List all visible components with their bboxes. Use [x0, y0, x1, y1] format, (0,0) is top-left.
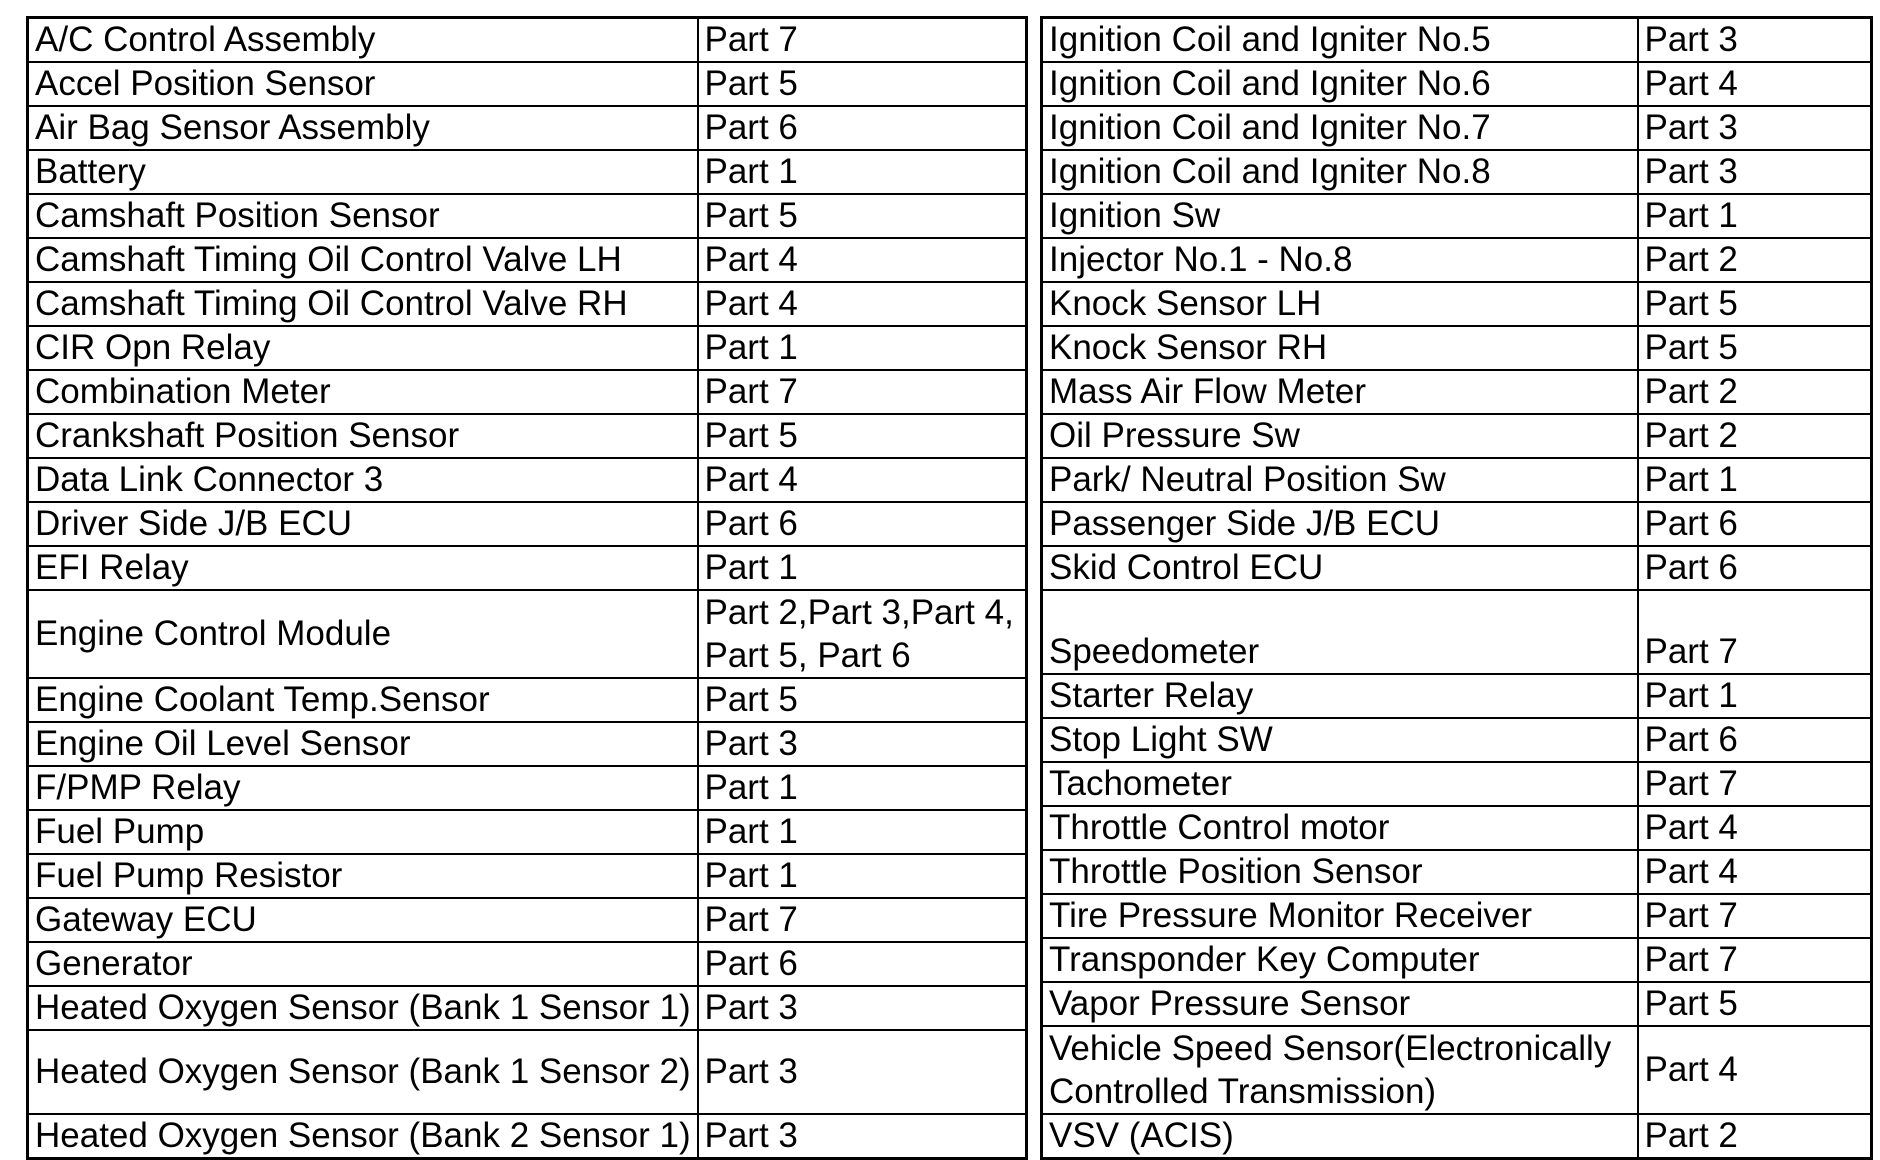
- table-row: [1042, 282, 1872, 326]
- part-cell: Part 6: [1638, 502, 1872, 546]
- component-cell: Ignition Coil and Igniter No.5: [1042, 18, 1638, 63]
- component-cell: Camshaft Timing Oil Control Valve LH: [28, 238, 698, 282]
- component-cell: Accel Position Sensor: [28, 62, 698, 106]
- part-cell: Part 2: [1638, 1114, 1872, 1159]
- table-row: [28, 370, 1027, 414]
- part-cell: Part 6: [698, 502, 1027, 546]
- component-cell: Heated Oxygen Sensor (Bank 1 Sensor 1): [28, 986, 698, 1030]
- table-row: [28, 942, 1027, 986]
- component-cell: Mass Air Flow Meter: [1042, 370, 1638, 414]
- component-part-table-left: [26, 16, 1028, 1160]
- component-cell: Oil Pressure Sw: [1042, 414, 1638, 458]
- table-row: [28, 282, 1027, 326]
- component-cell: Knock Sensor RH: [1042, 326, 1638, 370]
- part-cell: Part 6: [698, 942, 1027, 986]
- part-cell: Part 7: [698, 898, 1027, 942]
- part-cell: Part 5: [698, 62, 1027, 106]
- part-cell: Part 2: [1638, 238, 1872, 282]
- component-cell: Injector No.1 - No.8: [1042, 238, 1638, 282]
- table-row: [28, 678, 1027, 722]
- part-cell: Part 3: [1638, 18, 1872, 63]
- component-cell: VSV (ACIS): [1042, 1114, 1638, 1159]
- component-cell: Fuel Pump: [28, 810, 698, 854]
- component-cell: Tire Pressure Monitor Receiver: [1042, 894, 1638, 938]
- component-cell: Camshaft Timing Oil Control Valve RH: [28, 282, 698, 326]
- part-cell: Part 4: [698, 238, 1027, 282]
- table-row: [28, 810, 1027, 854]
- component-cell: Transponder Key Computer: [1042, 938, 1638, 982]
- part-cell: Part 7: [1638, 938, 1872, 982]
- table-row: [1042, 414, 1872, 458]
- component-cell: Speedometer: [1042, 590, 1638, 674]
- table-row: [28, 722, 1027, 766]
- component-cell: Driver Side J/B ECU: [28, 502, 698, 546]
- table-row: [1042, 806, 1872, 850]
- component-cell: Engine Coolant Temp.Sensor: [28, 678, 698, 722]
- part-cell: Part 5: [1638, 282, 1872, 326]
- component-cell: Passenger Side J/B ECU: [1042, 502, 1638, 546]
- part-cell: Part 4: [1638, 806, 1872, 850]
- component-cell: Vapor Pressure Sensor: [1042, 982, 1638, 1026]
- table-row: [1042, 150, 1872, 194]
- part-cell: Part 1: [698, 326, 1027, 370]
- part-cell: Part 2: [1638, 414, 1872, 458]
- component-cell: Tachometer: [1042, 762, 1638, 806]
- table-row: [28, 458, 1027, 502]
- part-cell: Part 7: [1638, 590, 1872, 674]
- table-row: [28, 986, 1027, 1030]
- table-row: [28, 414, 1027, 458]
- part-cell: Part 5: [1638, 326, 1872, 370]
- table-row: [1042, 1026, 1872, 1114]
- component-cell: A/C Control Assembly: [28, 18, 698, 63]
- table-row: [1042, 982, 1872, 1026]
- part-cell: Part 6: [1638, 718, 1872, 762]
- part-cell: Part 3: [1638, 150, 1872, 194]
- part-cell: Part 5: [698, 678, 1027, 722]
- part-cell: Part 4: [1638, 62, 1872, 106]
- part-cell: Part 2,Part 3,Part 4, Part 5, Part 6: [698, 590, 1027, 678]
- component-cell: Data Link Connector 3: [28, 458, 698, 502]
- table-row: [1042, 590, 1872, 674]
- part-cell: Part 1: [1638, 674, 1872, 718]
- table-row: [28, 150, 1027, 194]
- table-row: [28, 238, 1027, 282]
- component-cell: Generator: [28, 942, 698, 986]
- part-cell: Part 4: [698, 458, 1027, 502]
- table-row: [1042, 458, 1872, 502]
- table-row: [1042, 18, 1872, 63]
- component-cell: Throttle Position Sensor: [1042, 850, 1638, 894]
- table-row: [28, 18, 1027, 63]
- component-cell: Skid Control ECU: [1042, 546, 1638, 590]
- component-cell: Knock Sensor LH: [1042, 282, 1638, 326]
- part-cell: Part 6: [1638, 546, 1872, 590]
- component-part-table-right: [1040, 16, 1873, 1160]
- part-cell: Part 1: [1638, 458, 1872, 502]
- table-row: [1042, 546, 1872, 590]
- part-cell: Part 2: [1638, 370, 1872, 414]
- table-row: [1042, 62, 1872, 106]
- part-cell: Part 3: [698, 1114, 1027, 1159]
- component-cell: Gateway ECU: [28, 898, 698, 942]
- table-row: [28, 62, 1027, 106]
- table-row: [1042, 502, 1872, 546]
- table-row: [1042, 718, 1872, 762]
- table-row: [28, 766, 1027, 810]
- table-row: [28, 590, 1027, 678]
- part-cell: Part 4: [698, 282, 1027, 326]
- part-cell: Part 1: [698, 810, 1027, 854]
- component-cell: Vehicle Speed Sensor(Electronically Controlled Transmission): [1042, 1026, 1638, 1114]
- table-row: [28, 898, 1027, 942]
- component-cell: Camshaft Position Sensor: [28, 194, 698, 238]
- component-cell: Engine Control Module: [28, 590, 698, 678]
- table-row: [1042, 370, 1872, 414]
- table-row: [28, 854, 1027, 898]
- table-row: [28, 1030, 1027, 1114]
- component-cell: Fuel Pump Resistor: [28, 854, 698, 898]
- part-cell: Part 4: [1638, 850, 1872, 894]
- component-cell: Ignition Coil and Igniter No.6: [1042, 62, 1638, 106]
- table-row: [1042, 938, 1872, 982]
- part-cell: Part 4: [1638, 1026, 1872, 1114]
- part-cell: Part 7: [698, 18, 1027, 63]
- table-row: [28, 106, 1027, 150]
- component-cell: Starter Relay: [1042, 674, 1638, 718]
- component-cell: Park/ Neutral Position Sw: [1042, 458, 1638, 502]
- part-cell: Part 7: [1638, 894, 1872, 938]
- component-cell: Crankshaft Position Sensor: [28, 414, 698, 458]
- part-cell: Part 5: [698, 414, 1027, 458]
- table-row: [28, 502, 1027, 546]
- component-cell: Engine Oil Level Sensor: [28, 722, 698, 766]
- table-row: [1042, 850, 1872, 894]
- component-cell: Ignition Sw: [1042, 194, 1638, 238]
- component-cell: Stop Light SW: [1042, 718, 1638, 762]
- part-cell: Part 1: [1638, 194, 1872, 238]
- table-row: [1042, 674, 1872, 718]
- part-cell: Part 5: [698, 194, 1027, 238]
- part-cell: Part 6: [698, 106, 1027, 150]
- part-cell: Part 1: [698, 766, 1027, 810]
- component-cell: Ignition Coil and Igniter No.8: [1042, 150, 1638, 194]
- table-row: [1042, 326, 1872, 370]
- component-cell: Throttle Control motor: [1042, 806, 1638, 850]
- table-row: [1042, 894, 1872, 938]
- part-cell: Part 3: [1638, 106, 1872, 150]
- component-cell: EFI Relay: [28, 546, 698, 590]
- component-cell: Ignition Coil and Igniter No.7: [1042, 106, 1638, 150]
- part-cell: Part 5: [1638, 982, 1872, 1026]
- component-cell: F/PMP Relay: [28, 766, 698, 810]
- table-row: [28, 546, 1027, 590]
- component-cell: Combination Meter: [28, 370, 698, 414]
- component-cell: Air Bag Sensor Assembly: [28, 106, 698, 150]
- part-cell: Part 1: [698, 150, 1027, 194]
- part-cell: Part 1: [698, 546, 1027, 590]
- part-cell: Part 3: [698, 722, 1027, 766]
- table-row: [1042, 762, 1872, 806]
- part-cell: Part 7: [1638, 762, 1872, 806]
- component-cell: Heated Oxygen Sensor (Bank 2 Sensor 1): [28, 1114, 698, 1159]
- component-cell: CIR Opn Relay: [28, 326, 698, 370]
- part-cell: Part 7: [698, 370, 1027, 414]
- part-cell: Part 3: [698, 1030, 1027, 1114]
- table-row: [1042, 194, 1872, 238]
- table-row: [28, 194, 1027, 238]
- component-cell: Heated Oxygen Sensor (Bank 1 Sensor 2): [28, 1030, 698, 1114]
- part-cell: Part 1: [698, 854, 1027, 898]
- table-row: [1042, 106, 1872, 150]
- part-cell: Part 3: [698, 986, 1027, 1030]
- table-row: [1042, 238, 1872, 282]
- component-cell: Battery: [28, 150, 698, 194]
- table-row: [28, 326, 1027, 370]
